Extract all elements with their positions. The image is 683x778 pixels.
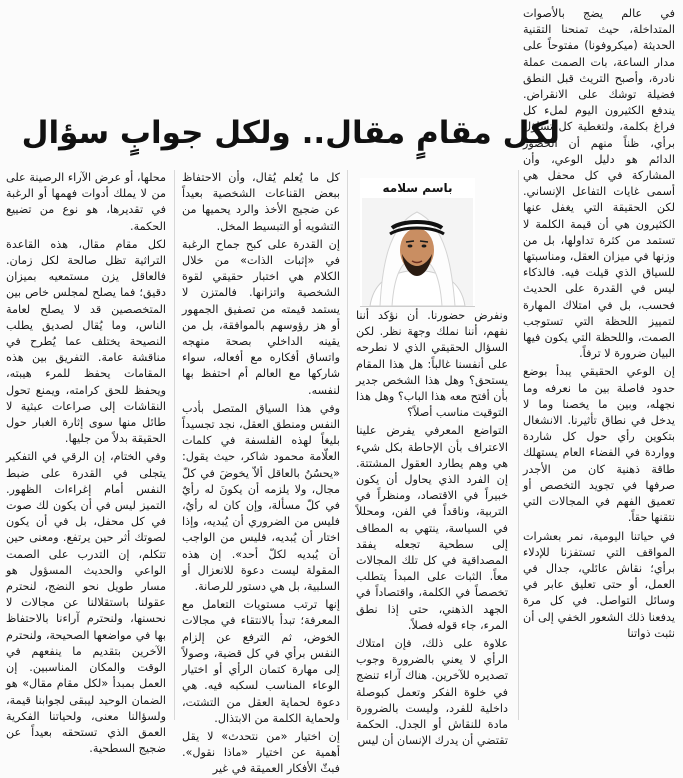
author-name: باسم سلامه [382,181,453,195]
column-4-paragraph-3: وفي الختام، إن الرقي في التفكير يتجلى في القدرة على ضبط النفس أمام إغراءات الظهور. التميز ليس في أن يكون لك صوت في كل محفل، بل في أن يكون لصوتك أثر حين يرتفع. ومعنى حين تتكلم، إن التدرب على الصمت الواعي والحديث المسؤول هو مسار طويل نحو النضج، لنحترم عقولنا باستقلالنا عن مجالات لا نحسنها، ولنحترم آراءنا بالاحتفاظ بها في مواضعها الصحيحة، ولنحترم الآخرين بتقديم ما ينفعهم في الوقت والمكان المناسبين. إن العمل بمبدأ «لكل مقام مقال» هو الضمان الوحيد ليبقى لجوابنا قيمة، ولسؤالنا معنى، ولحياتنا الفكرية العمق الذي تستحقه بعيداً عن ضجيج السطحية. [6,450,166,756]
column-1-paragraph-1: في عالم يضج بالأصوات المتداخلة، حيث تمنحنا التقنية الحديثة (ميكروفونا) مفتوحاً على مدار الساعة، بات الصمت عملة نادرة، وأصبح التريث قبل النطق فضيلة توشك على الانقراض. يندفع الكثيرون اليوم لملء كل فراغ بكلمة، ولتغطية كل تساؤل برأي، ظناً منهم أن الحضور الدائم هو دليل الوعي، وأن المشاركة في كل محفل هي أسمى غايات التفاعل الإنساني. لكن الحقيقة التي يغفل عنها الكثيرون هي أن قيمة الكلمة لا تستمد من كثرة تداولها، بل من وزنها في ميزان العقل، ومناسبتها للسياق الذي قيلت فيه. فالذكاء ليس في القدرة على الحديث فحسب، بل في امتلاك المهارة لتمييز اللحظة التي تستوجب الصمت، واللحظة التي يكون فيها البيان ضرورة لا ترفاً. [523,7,675,361]
column-2 [356,308,508,748]
column-4-paragraph-2: لكل مقام مقال، هذه القاعدة التراثية تظل صالحة لكل زمان. فالعاقل يزن مستمعيه بميزان دقيق؛ فما يصلح لمجلس خاص بين المتخصصين قد لا يصلح لعامة الناس، وما يُقال لصديق يطلب النصيحة يختلف عما يُطرح في مناقشة عامة. التفريق بين هذه المقامات يحفظ للمرء هيبته، ويحفظ للحق كرامته، ويمنع تحول النقاشات إلى صراعات عبثية لا طائل منها سوى إثارة الغبار حول الحقيقة بدلاً من جليها. [6,237,166,446]
column-3-paragraph-3: وفي هذا السياق المتصل بأدب النفس ومنطق العقل، نجد تجسيداً بليغاً لهذه الفلسفة في كلمات العلّامة محمود شاكر، حيث يقول: «يحسُنُ بالعاقل ألاّ يخوضَ في كلّ مجال، ولا يلزمه أن يكونَ له رأيٌ في كلّ مسألة، وإن كان له رأيٌ، فليس من الضروري أن يُبديه، وإذا اختار أن يُبديه، فليس من الواجب أن يُبديه لكلّ أحد». إن هذه المقولة ليست دعوة للانعزال أو السلبية، بل هي دستور للرصانة. [182,401,340,594]
column-4-paragraph-1: محلها، أو عرض الآراء الرصينة على من لا يملك أدوات فهمها أو الرغبة في تقديرها، هو نوع من تضييع الحكمة. [6,171,166,233]
column-4 [6,170,166,756]
column-divider [518,170,519,720]
column-3-paragraph-4: إنها ترتب مستويات التعامل مع المعرفة؛ تبدأ بالانتقاء في مجالات الخوض، ثم الترفع عن إلزام النفس برأي في كل قضية، وصولاً إلى مهارة كتمان الرأي أو اختيار الوعاء المناسب لسكبه فيه. هي دعوة لحماية العقل من التشتت، ولحماية الكلمة من الابتذال. [182,598,340,725]
column-2-paragraph-3: علاوة على ذلك، فإن امتلاك الرأي لا يعني بالضرورة وجوب تصديره للآخرين. هناك آراء تنضج في خلوة الفكر وتعمل كبوصلة داخلية للفرد، وليست بالضرورة مادة للنقاش أو الجدل. الحكمة تقتضي أن يدرك الإنسان أن ليس [356,637,508,748]
column-1-paragraph-3: في حياتنا اليومية، نمر بعشرات المواقف التي تستفزنا للإدلاء برأي؛ نقاش عائلي، جدال في العمل، أو حتى تعليق عابر في وسائل التواصل. في كل مرة يدفعنا ذلك الشعور الخفي إلى أن نثبت ذواتنا [523,529,675,640]
column-divider [347,170,348,720]
column-3-paragraph-5: إن اختيار «من نتحدث» لا يقل أهمية عن اختيار «ماذا نقول». فبثّ الأفكار العميقة في غير [182,729,340,776]
column-2-paragraph-1: ونفرض حضورنا. أن نؤكد أننا نفهم، أننا نملك وجهة نظر. لكن السؤال الحقيقي الذي لا نطرحه على أنفسنا غالباً: هل هذا المقام يستحق؟ وهل هذا الشخص جدير بأن أفتح معه هذا الباب؟ وهل هذا التوقيت مناسب أصلاً؟ [356,309,508,420]
column-2-paragraph-2: التواضع المعرفي يفرض علينا الاعتراف بأن الإحاطة بكل شيء هي وهم يطارد العقول المشتتة. إن الفرد الذي يحاول أن يكون خبيراً في الاقتصاد، ومنظراً في التربية، وناقداً في الفن، ومحللاً في السياسة، ينتهي به المطاف إلى سطحية تجعله يفقد المصداقية في كل تلك المجالات معاً. الثبات على المبدأ يتطلب تخصصاً في الكلمة، واقتصاداً في الجهد الذهني، حتى إذا نطق المرء، جاء قوله فصلاً. [356,424,508,632]
column-1-paragraph-2: إن الوعي الحقيقي يبدأ بوضع حدود فاصلة بين ما نعرفه وما نجهله، وبين ما يخصنا وما لا يدخل في نطاق تأثيرنا. الانشغال بتكوين رأي حول كل شاردة وواردة في الفضاء العام يستهلك طاقة ذهنية كان من الأجدر صرفها في تجويد التخصص أو تعميق الفهم في المجالات التي نتقنها حقاً. [523,365,675,525]
column-3 [182,170,340,776]
column-divider [174,170,175,720]
column-3-paragraph-2: إن القدرة على كبح جماح الرغبة في «إثبات الذات» من خلال الكلام هي اختبار حقيقي لقوة الشخصية واتزانها. فالمتزن لا يستمد قيمته من تصفيق الجمهور أو هز رؤوسهم بالموافقة، بل من يقينه الداخلي بصحة منهجه واتساق أفكاره مع أفعاله، سواء شاركها مع العالم أم احتفظ بها لنفسه. [182,237,340,397]
headline: لكل مقامٍ مقال.. ولكل جوابٍ سؤال [21,115,560,151]
column-3-paragraph-1: كل ما يُعلم يُقال، وأن الاحتفاظ ببعض القناعات الشخصية بعيداً عن ضجيج الأخذ والرد يحميها من التشويه أو التبسيط المخل. [182,171,340,233]
author-portrait [362,198,473,306]
